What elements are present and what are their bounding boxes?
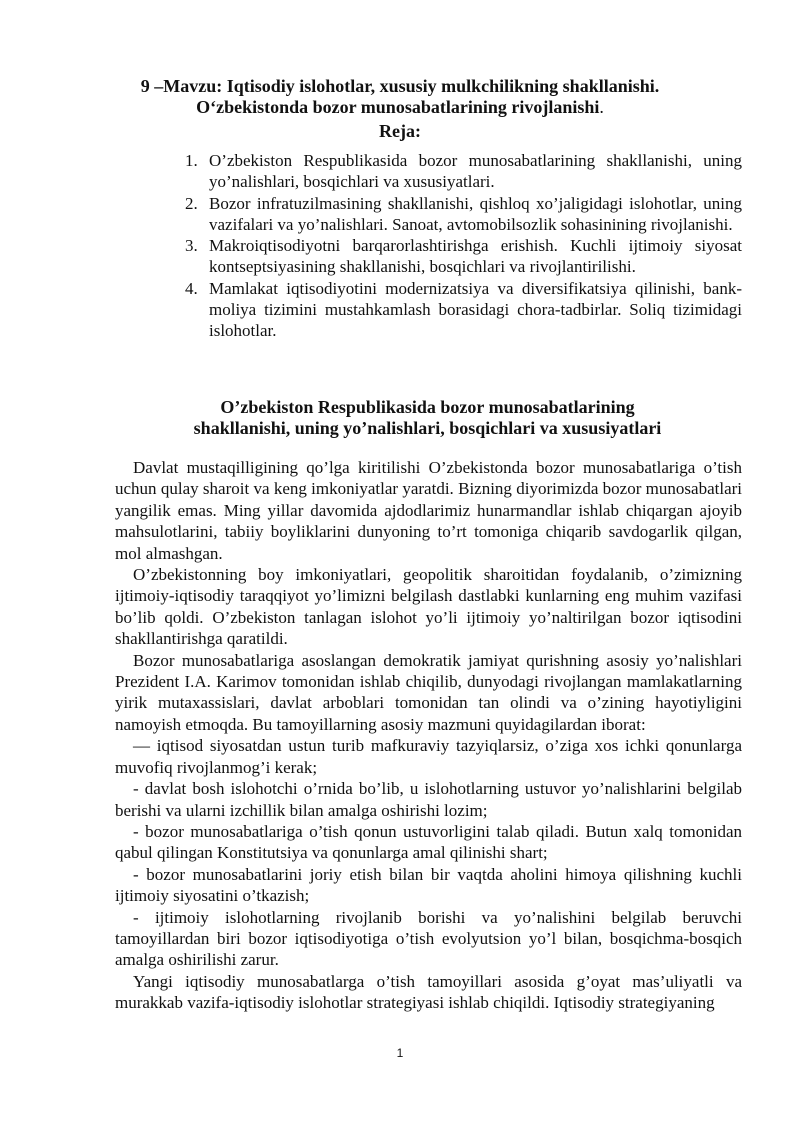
title-period: . [599, 97, 604, 117]
paragraph: Bozor munosabatlariga asoslangan demokratik jamiyat qurishning asosiy yo’nalishlari Prezident I.A. Karimov tomonidan ishlab chiqilib, dunyodagi rivojlangan mamlakatlarning yirik mutaxassislari, davlat arboblari tomonidan tan olindi va o’zining hayotiyligini namoyish etmoqda. Bu tamoyillarning asosiy mazmuni quyidagilardan iborat: [115, 650, 742, 734]
paragraph: Davlat mustaqilligining qo’lga kiritilishi O’zbekistonda bozor munosabatlariga o’tish uchun qulay sharoit va keng imkoniyatlar yaratdi. Bizning diyorimizda bozor munosabatlari yangilik emas. Ming yillar davomida ajdodlarimiz hunarmandlar ishlab chiqargan ajoyib mahsulotlarini, tabiiy boyliklarini dunyoning to’rt tomoniga chiqarib savdogarlik qilgan, mol almashgan. [115, 458, 742, 563]
plan-item-text: Bozor infratuzilmasining shakllanishi, qishloq xo’jaligidagi islohotlar, uning vazifalari va yo’nalishlari. Sanoat, avtomobilsozlik sohasinining rivojlanishi. [209, 193, 742, 234]
section-heading [100, 397, 755, 439]
page-number: 1 [396, 1046, 404, 1060]
plan-item [185, 150, 742, 193]
plan-item-number: 3. [185, 236, 198, 256]
plan-item-number: 2. [185, 193, 198, 213]
plan-item [185, 235, 742, 278]
plan-item-text: Makroiqtisodiyotni barqarorlashtirishga erishish. Kuchli ijtimoiy siyosat kontseptsiyasining shakllanishi, bosqichlari va rivojlantirilishi. [209, 236, 742, 277]
paragraph: Yangi iqtisodiy munosabatlarga o’tish tamoyillari asosida g’oyat mas’uliyatli va murakkab vazifa-iqtisodiy islohotlar strategiyasi ishlab chiqildi. Iqtisodiy strategiyaning [115, 971, 742, 1013]
plan-item-text: O’zbekiston Respublikasida bozor munosabatlarining shakllanishi, uning yo’nalishlari, bosqichlari va xususiyatlari. [209, 151, 742, 192]
list-paragraph: - bozor munosabatlarini joriy etish bilan bir vaqtda aholini himoya qilishning kuchli ijtimoiy siyosatini o’tkazish; [115, 864, 742, 906]
list-paragraph: — iqtisod siyosatdan ustun turib mafkuraviy tazyiqlarsiz, o’ziga xos ichki qonunlarga muvofiq rivojlanmog’i kerak; [115, 736, 742, 777]
title-line-2-text: O‘zbekistonda bozor munosabatlarining rivojlanishi [196, 97, 600, 117]
plan-list [185, 150, 742, 342]
plan-item-number: 4. [185, 278, 198, 298]
plan-heading: Reja: [379, 121, 421, 141]
title-line-2 [100, 97, 700, 118]
section-heading-line-2: shakllanishi, uning yo’nalishlari, bosqichlari va xususiyatlari [193, 418, 662, 438]
list-paragraph: - davlat bosh islohotchi o’rnida bo’lib, u islohotlarning ustuvor yo’nalishlarini belgilab berishi va ularni izchillik bilan amalga oshirishi lozim; [115, 779, 742, 820]
paragraph: O’zbekistonning boy imkoniyatlari, geopolitik sharoitidan foydalanib, o’zimizning ijtimoiy-iqtisodiy taraqqiyot yo’limizni belgilash dastlabki kunlarning eng muhim vazifasi bo’lib qoldi. O’zbekiston tanlagan islohot yo’li ijtimoiy yo’naltirilgan bozor iqtisodini shakllantirishga qaratildi. [115, 565, 742, 649]
plan-item-text: Mamlakat iqtisodiyotini modernizatsiya va diversifikatsiya qilinishi, bank-moliya tizimini mustahkamlash borasidagi chora-tadbirlar. Soliq tizimidagi islohotlar. [209, 278, 742, 341]
section-heading-line-1: O’zbekiston Respublikasida bozor munosabatlarining [220, 397, 635, 417]
body-text [115, 457, 742, 1014]
plan-item-number: 1. [185, 151, 198, 170]
title-line-1: 9 –Mavzu: Iqtisodiy islohotlar, xususiy mulkchilikning shakllanishi. [140, 76, 660, 96]
page-title [100, 76, 700, 118]
list-paragraph: - bozor munosabatlariga o’tish qonun ustuvorligini talab qiladi. Butun xalq tomonidan qabul qilingan Konstitutsiya va qonunlarga amal qilinishi shart; [115, 821, 742, 863]
list-paragraph: - ijtimoiy islohotlarning rivojlanib borishi va yo’nalishini belgilab beruvchi tamoyillardan biri bozor iqtisodiyotiga o’tish evolyutsion yo’l bilan, bosqichma-bosqich amalga oshirilishi zarur. [115, 907, 742, 970]
plan-item [185, 278, 742, 342]
plan-item [185, 193, 742, 236]
